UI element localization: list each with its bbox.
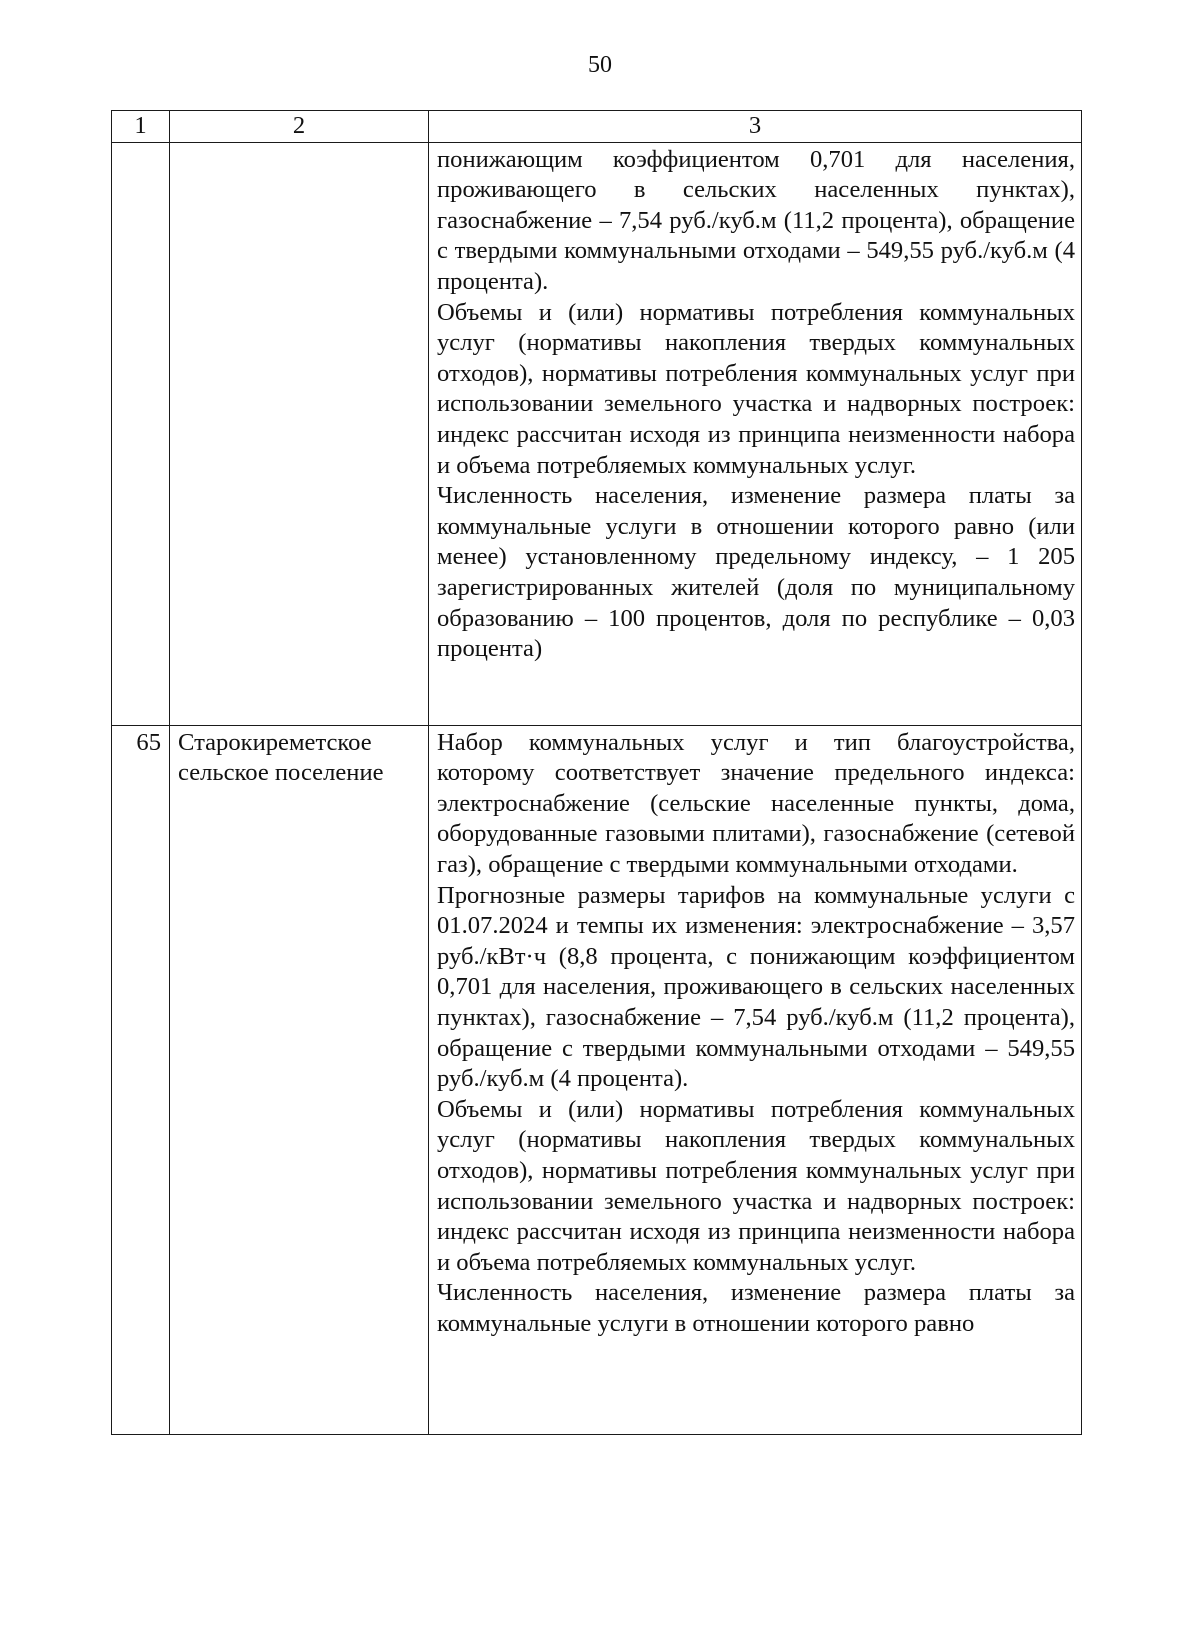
content-paragraph: Набор коммунальных услуг и тип благоустройства, которому соответствует значение предельного индекса: электроснабжение (сельские населенные пункты, дома, оборудованные газовыми плитами), газоснабжение (сетевой газ), обращение с твердыми коммунальными отходами. (437, 728, 1075, 878)
document-table (111, 110, 1082, 1435)
column-header-3: 3 (429, 111, 1082, 143)
content-paragraph: Объемы и (или) нормативы потребления коммунальных услуг (нормативы накопления твердых коммунальных отходов), нормативы потребления коммунальных услуг при использовании земельного участка и надворных построек: индекс рассчитан исходя из принципа неизменности набора и объема потребляемых коммунальных услуг. (437, 1095, 1075, 1276)
row-number-cell (112, 142, 170, 725)
content-paragraph: понижающим коэффициентом 0,701 для населения, проживающего в сельских населенных пунктах), газоснабжение – 7,54 руб./куб.м (11,2 процента), обращение с твердыми коммунальными отходами – 549,55 руб./куб.м (4 процента). (437, 145, 1075, 295)
settlement-name-line: Старокиреметское (178, 728, 372, 756)
column-header-1: 1 (112, 111, 170, 143)
table-header-row (112, 111, 1082, 143)
settlement-name-line: сельское поселение (178, 759, 384, 787)
page-number: 50 (588, 52, 612, 78)
settlement-name-cell (170, 725, 429, 1434)
content-paragraph: Объемы и (или) нормативы потребления коммунальных услуг (нормативы накопления твердых коммунальных отходов), нормативы потребления коммунальных услуг при использовании земельного участка и надворных построек: индекс рассчитан исходя из принципа неизменности набора и объема потребляемых коммунальных услуг. (437, 298, 1075, 479)
row-content-cell (429, 142, 1082, 725)
row-number-cell: 65 (112, 725, 170, 1434)
content-paragraph: Численность населения, изменение размера платы за коммунальные услуги в отношении которого равно (437, 1279, 1075, 1337)
table-row-65 (112, 725, 1082, 1434)
content-paragraph: Численность населения, изменение размера платы за коммунальные услуги в отношении которого равно (или менее) установленному предельному индексу, – 1 205 зарегистрированных жителей (доля по муниципальному образованию – 100 процентов, доля по республике – 0,03 процента) (437, 482, 1075, 663)
settlement-name-cell (170, 142, 429, 725)
row-content-cell (429, 725, 1082, 1434)
content-paragraph: Прогнозные размеры тарифов на коммунальные услуги с 01.07.2024 и темпы их изменения: электроснабжение – 3,57 руб./кВт·ч (8,8 процента, с понижающим коэффициентом 0,701 для населения, проживающего в сельских населенных пунктах), газоснабжение – 7,54 руб./куб.м (11,2 процента), обращение с твердыми коммунальными отходами – 549,55 руб./куб.м (4 процента). (437, 881, 1075, 1093)
table-row-continued (112, 142, 1082, 725)
column-header-2: 2 (170, 111, 429, 143)
